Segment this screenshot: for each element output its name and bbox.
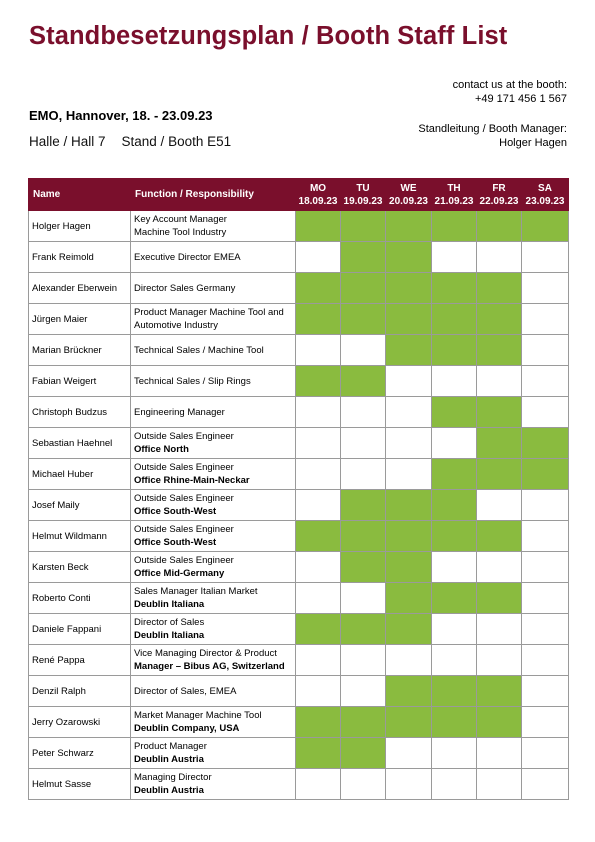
header-day-date: 20.09.23 <box>389 195 428 207</box>
schedule-cell-mo <box>296 428 341 459</box>
event-info: EMO, Hannover, 18. - 23.09.23 <box>29 108 213 123</box>
schedule-cell-fr <box>477 552 522 583</box>
schedule-cell-tu <box>341 490 386 521</box>
staff-name: Sebastian Haehnel <box>29 428 131 459</box>
table-row <box>29 769 569 800</box>
function-line-1: Executive Director EMEA <box>134 251 241 263</box>
table-row <box>29 211 569 242</box>
schedule-cell-fr <box>477 242 522 273</box>
schedule-cell-we <box>386 769 432 800</box>
schedule-cell-we <box>386 397 432 428</box>
schedule-cell-tu <box>341 304 386 335</box>
function-line-1: Outside Sales Engineer <box>134 462 234 473</box>
schedule-cell-mo <box>296 490 341 521</box>
schedule-cell-mo <box>296 242 341 273</box>
header-day-fr <box>477 179 522 211</box>
schedule-cell-sa <box>522 521 569 552</box>
function-line-2: Office Mid-Germany <box>134 568 225 579</box>
schedule-cell-th <box>432 366 477 397</box>
schedule-cell-th <box>432 645 477 676</box>
function-line-2: Deublin Austria <box>134 754 204 765</box>
schedule-cell-fr <box>477 490 522 521</box>
schedule-cell-sa <box>522 428 569 459</box>
function-line-1: Technical Sales / Machine Tool <box>134 344 264 356</box>
staff-name: Alexander Eberwein <box>29 273 131 304</box>
staff-function <box>131 738 296 769</box>
schedule-cell-sa <box>522 459 569 490</box>
staff-function <box>131 676 296 707</box>
schedule-cell-sa <box>522 273 569 304</box>
table-row <box>29 242 569 273</box>
manager-block <box>418 122 567 150</box>
staff-name: Helmut Sasse <box>29 769 131 800</box>
schedule-cell-fr <box>477 428 522 459</box>
schedule-cell-mo <box>296 273 341 304</box>
function-line-2: Office Rhine-Main-Neckar <box>134 475 250 486</box>
header-day-label: TU <box>356 182 370 194</box>
contact-block <box>453 79 567 106</box>
header-day-tu <box>341 179 386 211</box>
header-day-th <box>432 179 477 211</box>
schedule-cell-fr <box>477 211 522 242</box>
table-row <box>29 676 569 707</box>
schedule-cell-tu <box>341 521 386 552</box>
location-info <box>29 134 231 149</box>
schedule-cell-mo <box>296 366 341 397</box>
schedule-cell-sa <box>522 614 569 645</box>
header-day-we <box>386 179 432 211</box>
staff-name: Michael Huber <box>29 459 131 490</box>
schedule-cell-sa <box>522 583 569 614</box>
schedule-cell-th <box>432 738 477 769</box>
schedule-cell-mo <box>296 459 341 490</box>
schedule-cell-th <box>432 552 477 583</box>
schedule-cell-mo <box>296 769 341 800</box>
table-row <box>29 459 569 490</box>
schedule-cell-mo <box>296 707 341 738</box>
header-day-date: 18.09.23 <box>298 195 338 207</box>
function-line-1: Director of Sales <box>134 617 205 628</box>
function-line-1: Outside Sales Engineer <box>134 431 234 442</box>
staff-function <box>131 366 296 397</box>
schedule-cell-fr <box>477 366 522 397</box>
schedule-cell-th <box>432 459 477 490</box>
function-line-1: Outside Sales Engineer <box>134 524 234 535</box>
schedule-cell-mo <box>296 211 341 242</box>
schedule-cell-tu <box>341 211 386 242</box>
staff-table <box>28 178 569 800</box>
schedule-cell-we <box>386 366 432 397</box>
schedule-cell-tu <box>341 335 386 366</box>
table-row <box>29 707 569 738</box>
schedule-cell-fr <box>477 707 522 738</box>
table-row <box>29 645 569 676</box>
schedule-cell-fr <box>477 738 522 769</box>
schedule-cell-fr <box>477 676 522 707</box>
staff-name: Karsten Beck <box>29 552 131 583</box>
schedule-cell-we <box>386 428 432 459</box>
contact-label: contact us at the booth: <box>452 79 567 91</box>
schedule-cell-we <box>386 614 432 645</box>
schedule-cell-tu <box>341 583 386 614</box>
staff-name: Denzil Ralph <box>29 676 131 707</box>
function-line-1: Key Account Manager <box>134 214 227 225</box>
schedule-cell-th <box>432 211 477 242</box>
schedule-cell-fr <box>477 614 522 645</box>
table-row <box>29 583 569 614</box>
function-line-2: Deublin Italiana <box>134 599 205 610</box>
function-line-2: Manager – Bibus AG, Switzerland <box>134 661 285 672</box>
header-day-sa <box>522 179 569 211</box>
schedule-cell-th <box>432 428 477 459</box>
header-day-date: 19.09.23 <box>343 195 383 207</box>
staff-function <box>131 583 296 614</box>
staff-name: Frank Reimold <box>29 242 131 273</box>
schedule-cell-we <box>386 552 432 583</box>
header-day-date: 23.09.23 <box>525 195 565 207</box>
function-line-2: Machine Tool Industry <box>134 227 227 238</box>
schedule-cell-mo <box>296 552 341 583</box>
staff-name: Jürgen Maier <box>29 304 131 335</box>
schedule-cell-fr <box>477 645 522 676</box>
schedule-cell-we <box>386 676 432 707</box>
staff-function <box>131 769 296 800</box>
function-line-1: Product Manager <box>134 741 207 752</box>
function-line-2: Deublin Company, USA <box>134 723 240 734</box>
schedule-cell-we <box>386 490 432 521</box>
staff-function <box>131 335 296 366</box>
schedule-cell-th <box>432 242 477 273</box>
header-name: Name <box>29 179 131 211</box>
schedule-cell-th <box>432 769 477 800</box>
hall-label: Halle / Hall 7 <box>29 134 106 149</box>
schedule-cell-we <box>386 738 432 769</box>
function-line-2: Deublin Austria <box>134 785 204 796</box>
schedule-cell-we <box>386 304 432 335</box>
schedule-cell-tu <box>341 273 386 304</box>
schedule-cell-tu <box>341 242 386 273</box>
function-line-1: Outside Sales Engineer <box>134 493 234 504</box>
schedule-cell-tu <box>341 676 386 707</box>
function-line-1: Market Manager Machine Tool <box>134 710 262 721</box>
staff-function <box>131 304 296 335</box>
staff-function <box>131 552 296 583</box>
manager-label: Standleitung / Booth Manager: <box>418 123 567 135</box>
staff-name: René Pappa <box>29 645 131 676</box>
schedule-cell-tu <box>341 738 386 769</box>
schedule-cell-fr <box>477 397 522 428</box>
schedule-cell-sa <box>522 738 569 769</box>
schedule-cell-tu <box>341 614 386 645</box>
staff-name: Peter Schwarz <box>29 738 131 769</box>
staff-function <box>131 211 296 242</box>
manager-name: Holger Hagen <box>499 137 567 149</box>
schedule-cell-fr <box>477 335 522 366</box>
staff-function <box>131 707 296 738</box>
schedule-cell-fr <box>477 459 522 490</box>
schedule-cell-fr <box>477 583 522 614</box>
staff-function <box>131 428 296 459</box>
staff-function <box>131 242 296 273</box>
staff-function <box>131 459 296 490</box>
schedule-cell-mo <box>296 645 341 676</box>
table-row <box>29 490 569 521</box>
header-day-label: WE <box>400 182 417 194</box>
table-row <box>29 521 569 552</box>
header-day-label: FR <box>492 182 506 194</box>
schedule-cell-sa <box>522 242 569 273</box>
schedule-cell-fr <box>477 273 522 304</box>
schedule-cell-th <box>432 397 477 428</box>
schedule-cell-fr <box>477 521 522 552</box>
header-day-date: 22.09.23 <box>479 195 519 207</box>
table-header-row <box>29 179 569 211</box>
stand-label: Stand / Booth E51 <box>121 134 232 149</box>
table-row <box>29 614 569 645</box>
function-line-1: Outside Sales Engineer <box>134 555 234 566</box>
staff-function <box>131 645 296 676</box>
schedule-cell-sa <box>522 366 569 397</box>
schedule-cell-fr <box>477 304 522 335</box>
schedule-cell-mo <box>296 335 341 366</box>
schedule-cell-we <box>386 242 432 273</box>
schedule-cell-th <box>432 335 477 366</box>
staff-name: Christoph Budzus <box>29 397 131 428</box>
schedule-cell-tu <box>341 552 386 583</box>
schedule-cell-sa <box>522 304 569 335</box>
schedule-cell-sa <box>522 645 569 676</box>
table-row <box>29 273 569 304</box>
schedule-cell-tu <box>341 707 386 738</box>
schedule-cell-tu <box>341 428 386 459</box>
schedule-cell-sa <box>522 211 569 242</box>
function-line-1: Managing Director <box>134 772 212 783</box>
function-line-1: Sales Manager Italian Market <box>134 586 258 597</box>
schedule-cell-th <box>432 304 477 335</box>
header-day-mo <box>296 179 341 211</box>
staff-function <box>131 521 296 552</box>
function-line-2: Office North <box>134 444 189 455</box>
staff-function <box>131 273 296 304</box>
header-day-label: TH <box>447 182 461 194</box>
schedule-cell-mo <box>296 738 341 769</box>
schedule-cell-sa <box>522 335 569 366</box>
schedule-cell-th <box>432 273 477 304</box>
table-row <box>29 397 569 428</box>
table-row <box>29 304 569 335</box>
schedule-cell-we <box>386 645 432 676</box>
staff-name: Roberto Conti <box>29 583 131 614</box>
schedule-cell-fr <box>477 769 522 800</box>
schedule-cell-mo <box>296 614 341 645</box>
schedule-cell-th <box>432 583 477 614</box>
function-line-1: Director of Sales, EMEA <box>134 685 237 697</box>
schedule-cell-th <box>432 521 477 552</box>
staff-name: Daniele Fappani <box>29 614 131 645</box>
schedule-cell-we <box>386 273 432 304</box>
table-row <box>29 335 569 366</box>
function-line-1: Director Sales Germany <box>134 282 236 294</box>
table-row <box>29 366 569 397</box>
function-line-2: Deublin Italiana <box>134 630 205 641</box>
schedule-cell-we <box>386 211 432 242</box>
page-title: Standbesetzungsplan / Booth Staff List <box>29 22 508 50</box>
schedule-cell-sa <box>522 769 569 800</box>
schedule-cell-we <box>386 521 432 552</box>
function-line-1: Product Manager Machine Tool and <box>134 307 284 318</box>
header-day-label: MO <box>309 182 327 194</box>
schedule-cell-mo <box>296 521 341 552</box>
header-function: Function / Responsibility <box>131 179 296 211</box>
function-line-1: Vice Managing Director & Product <box>134 648 277 659</box>
table-row <box>29 552 569 583</box>
schedule-cell-tu <box>341 645 386 676</box>
staff-name: Holger Hagen <box>29 211 131 242</box>
function-line-2: Automotive Industry <box>134 320 218 331</box>
contact-phone: +49 171 456 1 567 <box>474 92 567 105</box>
function-line-2: Office South-West <box>134 537 217 548</box>
schedule-cell-mo <box>296 583 341 614</box>
table-row <box>29 738 569 769</box>
schedule-cell-we <box>386 335 432 366</box>
schedule-cell-mo <box>296 397 341 428</box>
schedule-cell-mo <box>296 304 341 335</box>
function-line-1: Technical Sales / Slip Rings <box>134 375 251 387</box>
function-line-1: Engineering Manager <box>134 406 225 418</box>
staff-name: Marian Brückner <box>29 335 131 366</box>
staff-name: Helmut Wildmann <box>29 521 131 552</box>
staff-table-body <box>29 211 569 800</box>
header-day-label: SA <box>538 182 552 194</box>
schedule-cell-sa <box>522 707 569 738</box>
schedule-cell-th <box>432 676 477 707</box>
schedule-cell-we <box>386 459 432 490</box>
schedule-cell-we <box>386 583 432 614</box>
schedule-cell-tu <box>341 769 386 800</box>
schedule-cell-sa <box>522 490 569 521</box>
schedule-cell-th <box>432 490 477 521</box>
staff-name: Fabian Weigert <box>29 366 131 397</box>
staff-function <box>131 490 296 521</box>
schedule-cell-sa <box>522 552 569 583</box>
header-day-date: 21.09.23 <box>434 195 474 207</box>
table-row <box>29 428 569 459</box>
schedule-cell-sa <box>522 397 569 428</box>
schedule-cell-tu <box>341 366 386 397</box>
staff-name: Jerry Ozarowski <box>29 707 131 738</box>
staff-function <box>131 397 296 428</box>
staff-name: Josef Maily <box>29 490 131 521</box>
schedule-cell-th <box>432 707 477 738</box>
schedule-cell-sa <box>522 676 569 707</box>
schedule-cell-mo <box>296 676 341 707</box>
schedule-cell-we <box>386 707 432 738</box>
schedule-cell-th <box>432 614 477 645</box>
schedule-cell-tu <box>341 459 386 490</box>
function-line-2: Office South-West <box>134 506 217 517</box>
schedule-cell-tu <box>341 397 386 428</box>
staff-function <box>131 614 296 645</box>
